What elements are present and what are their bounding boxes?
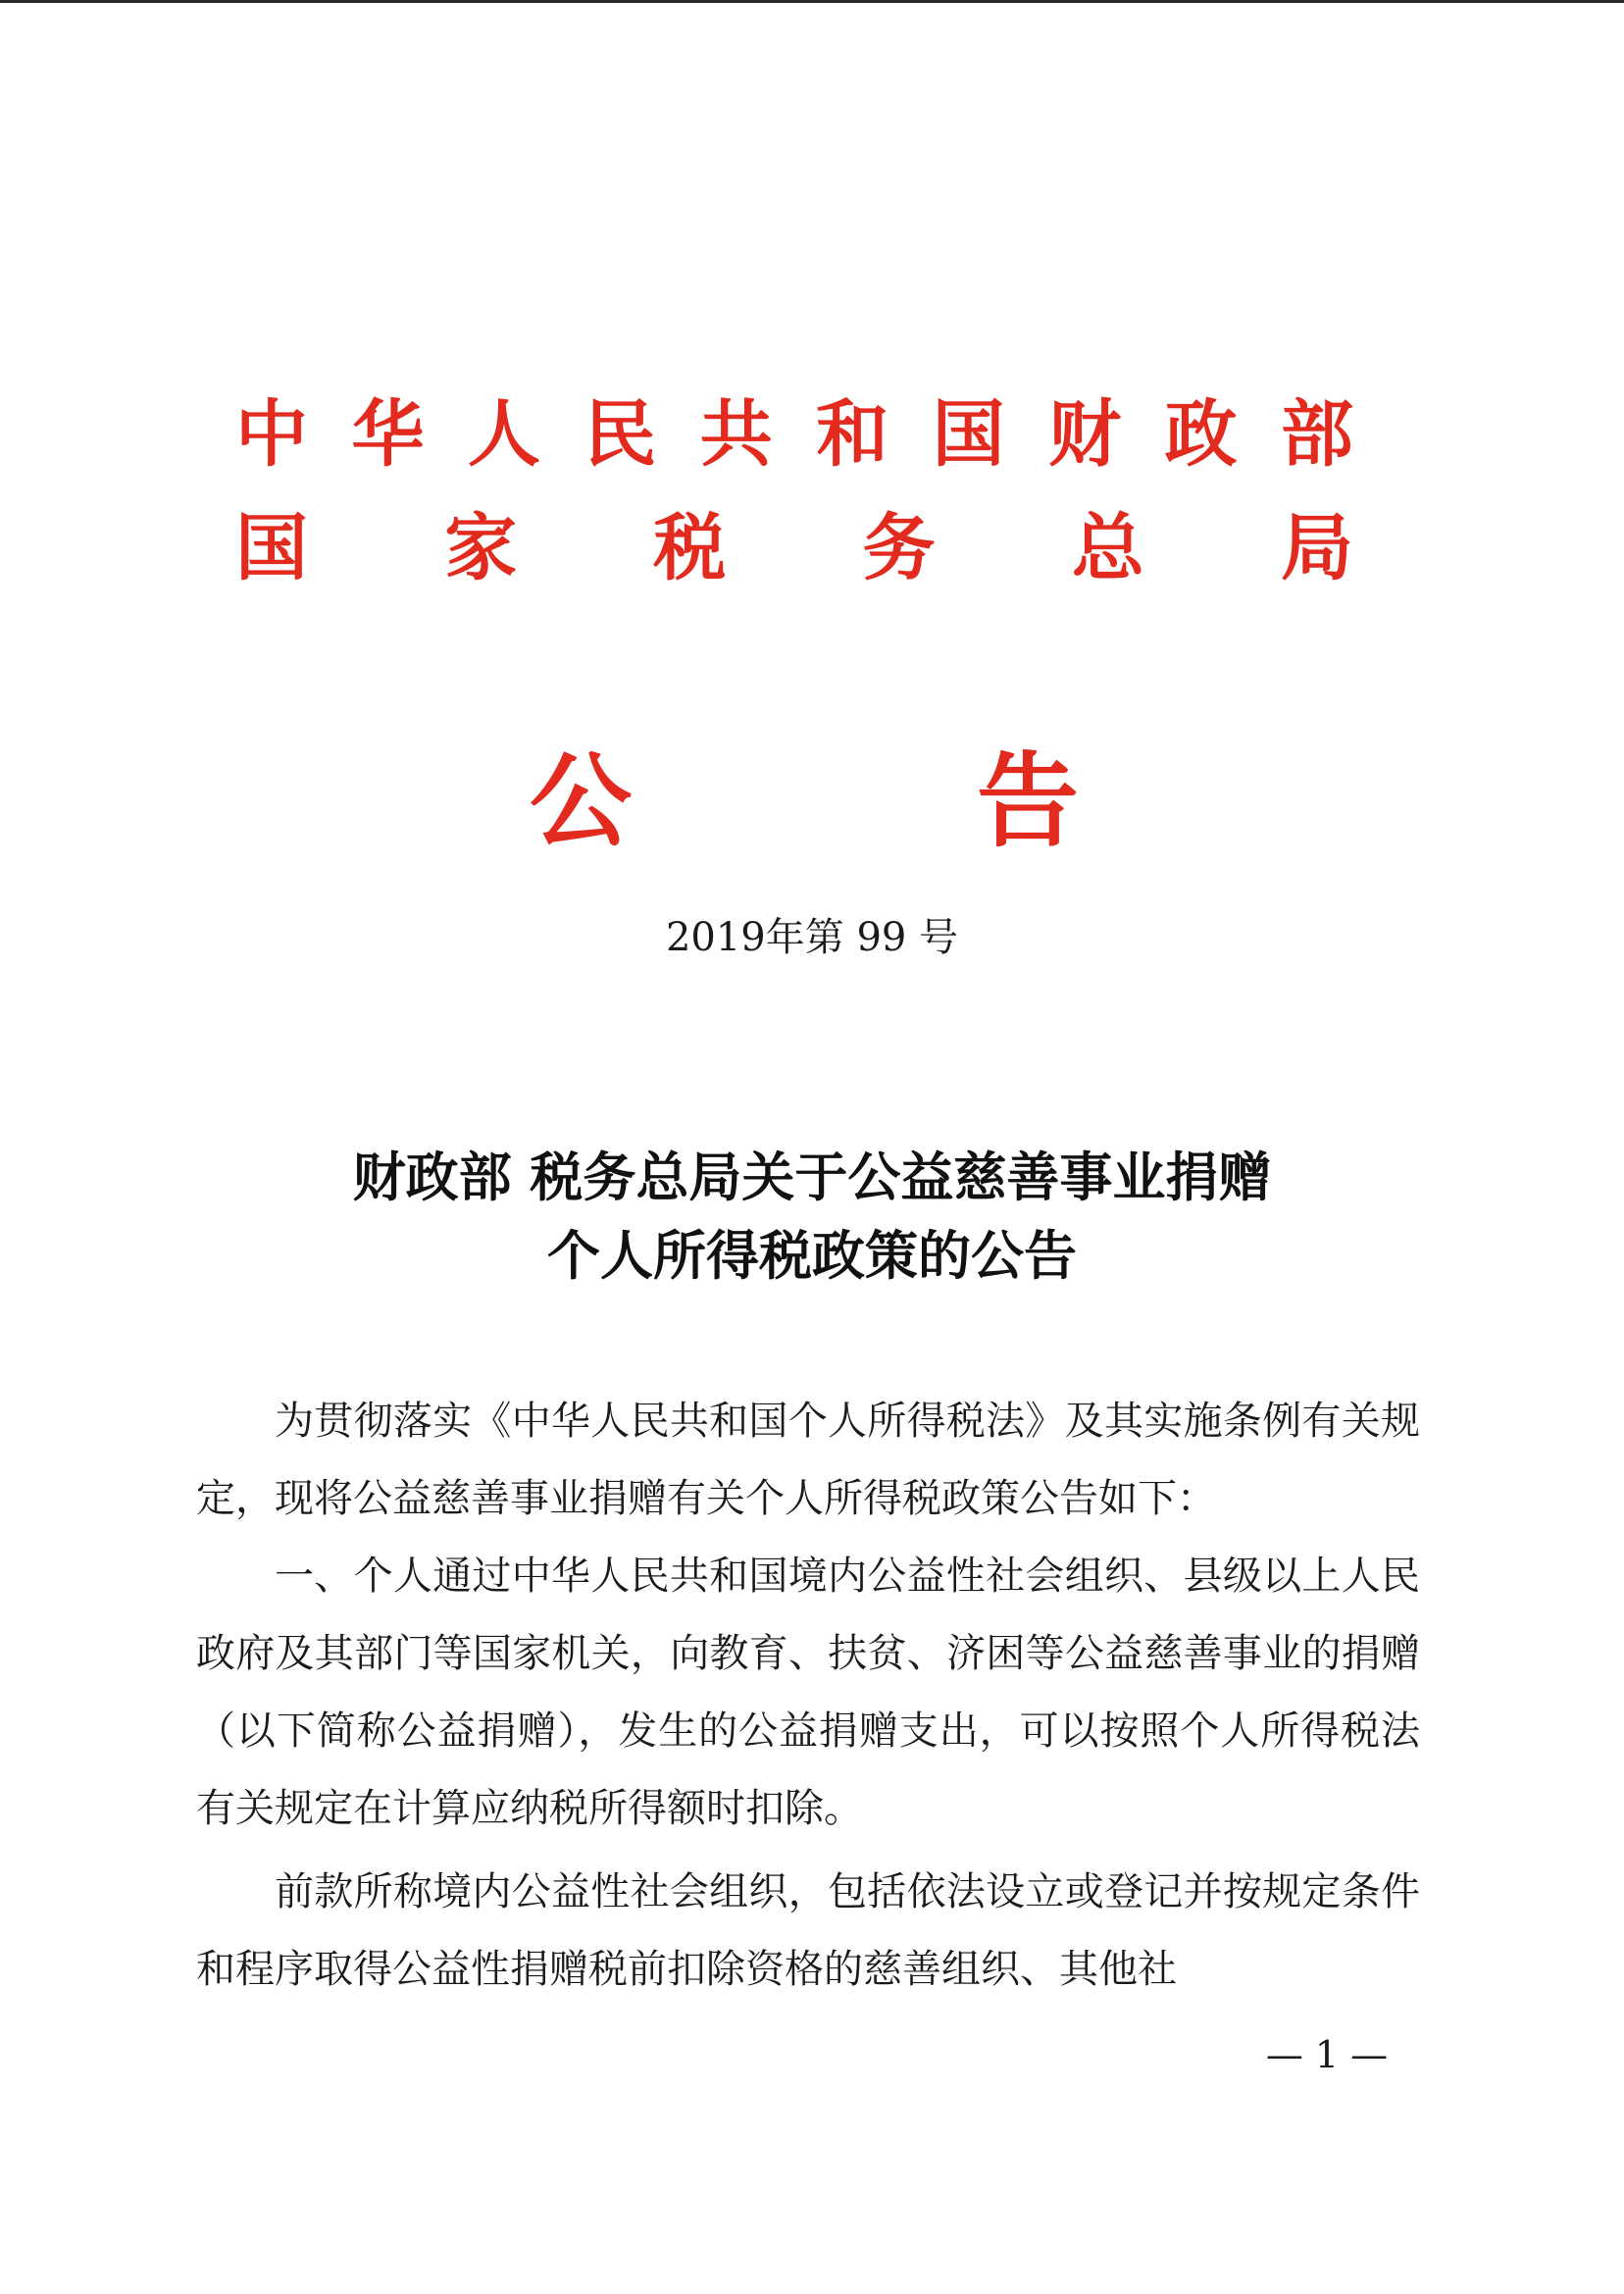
issuer-char: 和 bbox=[816, 392, 889, 477]
document-title-line: 个人所得税政策的公告 bbox=[547, 1224, 1077, 1287]
issuer-char: 部 bbox=[1280, 392, 1353, 477]
issuer-char: 共 bbox=[699, 392, 773, 477]
issuer-char: 财 bbox=[1048, 392, 1122, 477]
document-title bbox=[0, 1138, 1624, 1295]
document-number: 2019年第 99 号 bbox=[665, 915, 959, 960]
issuer-char: 民 bbox=[584, 392, 657, 477]
issuer-char: 局 bbox=[1280, 506, 1353, 590]
page-number: — 1 — bbox=[1265, 2033, 1389, 2076]
issuer-ministry-of-finance bbox=[235, 384, 1353, 477]
body-paragraph: 一、个人通过中华人民共和国境内公益性社会组织、县级以上人民政府及其部门等国家机关，向教育、扶贫、济困等公益慈善事业的捐赠（以下简称公益捐赠），发生的公益捐赠支出，可以按照个人所得税法有关规定在计算应纳税所得额时扣除。 bbox=[196, 1554, 1420, 1831]
document-body bbox=[196, 1383, 1420, 2009]
issuer-char: 中 bbox=[235, 392, 308, 477]
issuer-char: 总 bbox=[1071, 506, 1144, 590]
issuer-char: 税 bbox=[653, 506, 727, 590]
notice-title bbox=[530, 734, 1079, 861]
body-paragraph: 前款所称境内公益性社会组织，包括依法设立或登记并按规定条件和程序取得公益性捐赠税前扣除资格的慈善组织、其他社 bbox=[196, 1869, 1420, 1992]
document-title-line: 财政部 税务总局关于公益慈善事业捐赠 bbox=[352, 1146, 1272, 1208]
scan-edge bbox=[0, 0, 1624, 3]
issuer-char: 人 bbox=[467, 392, 540, 477]
issuer-char: 家 bbox=[444, 506, 518, 590]
notice-title-char: 告 bbox=[976, 740, 1079, 861]
issuer-char: 华 bbox=[351, 392, 425, 477]
issuer-char: 国 bbox=[932, 392, 1005, 477]
body-paragraph: 为贯彻落实《中华人民共和国个人所得税法》及其实施条例有关规定，现将公益慈善事业捐赠有关个人所得税政策公告如下： bbox=[196, 1399, 1420, 1521]
notice-title-char: 公 bbox=[530, 740, 633, 861]
issuer-char: 政 bbox=[1164, 392, 1238, 477]
issuer-state-taxation-administration bbox=[235, 498, 1353, 590]
issuer-char: 务 bbox=[862, 506, 936, 590]
issuer-char: 国 bbox=[235, 506, 308, 590]
